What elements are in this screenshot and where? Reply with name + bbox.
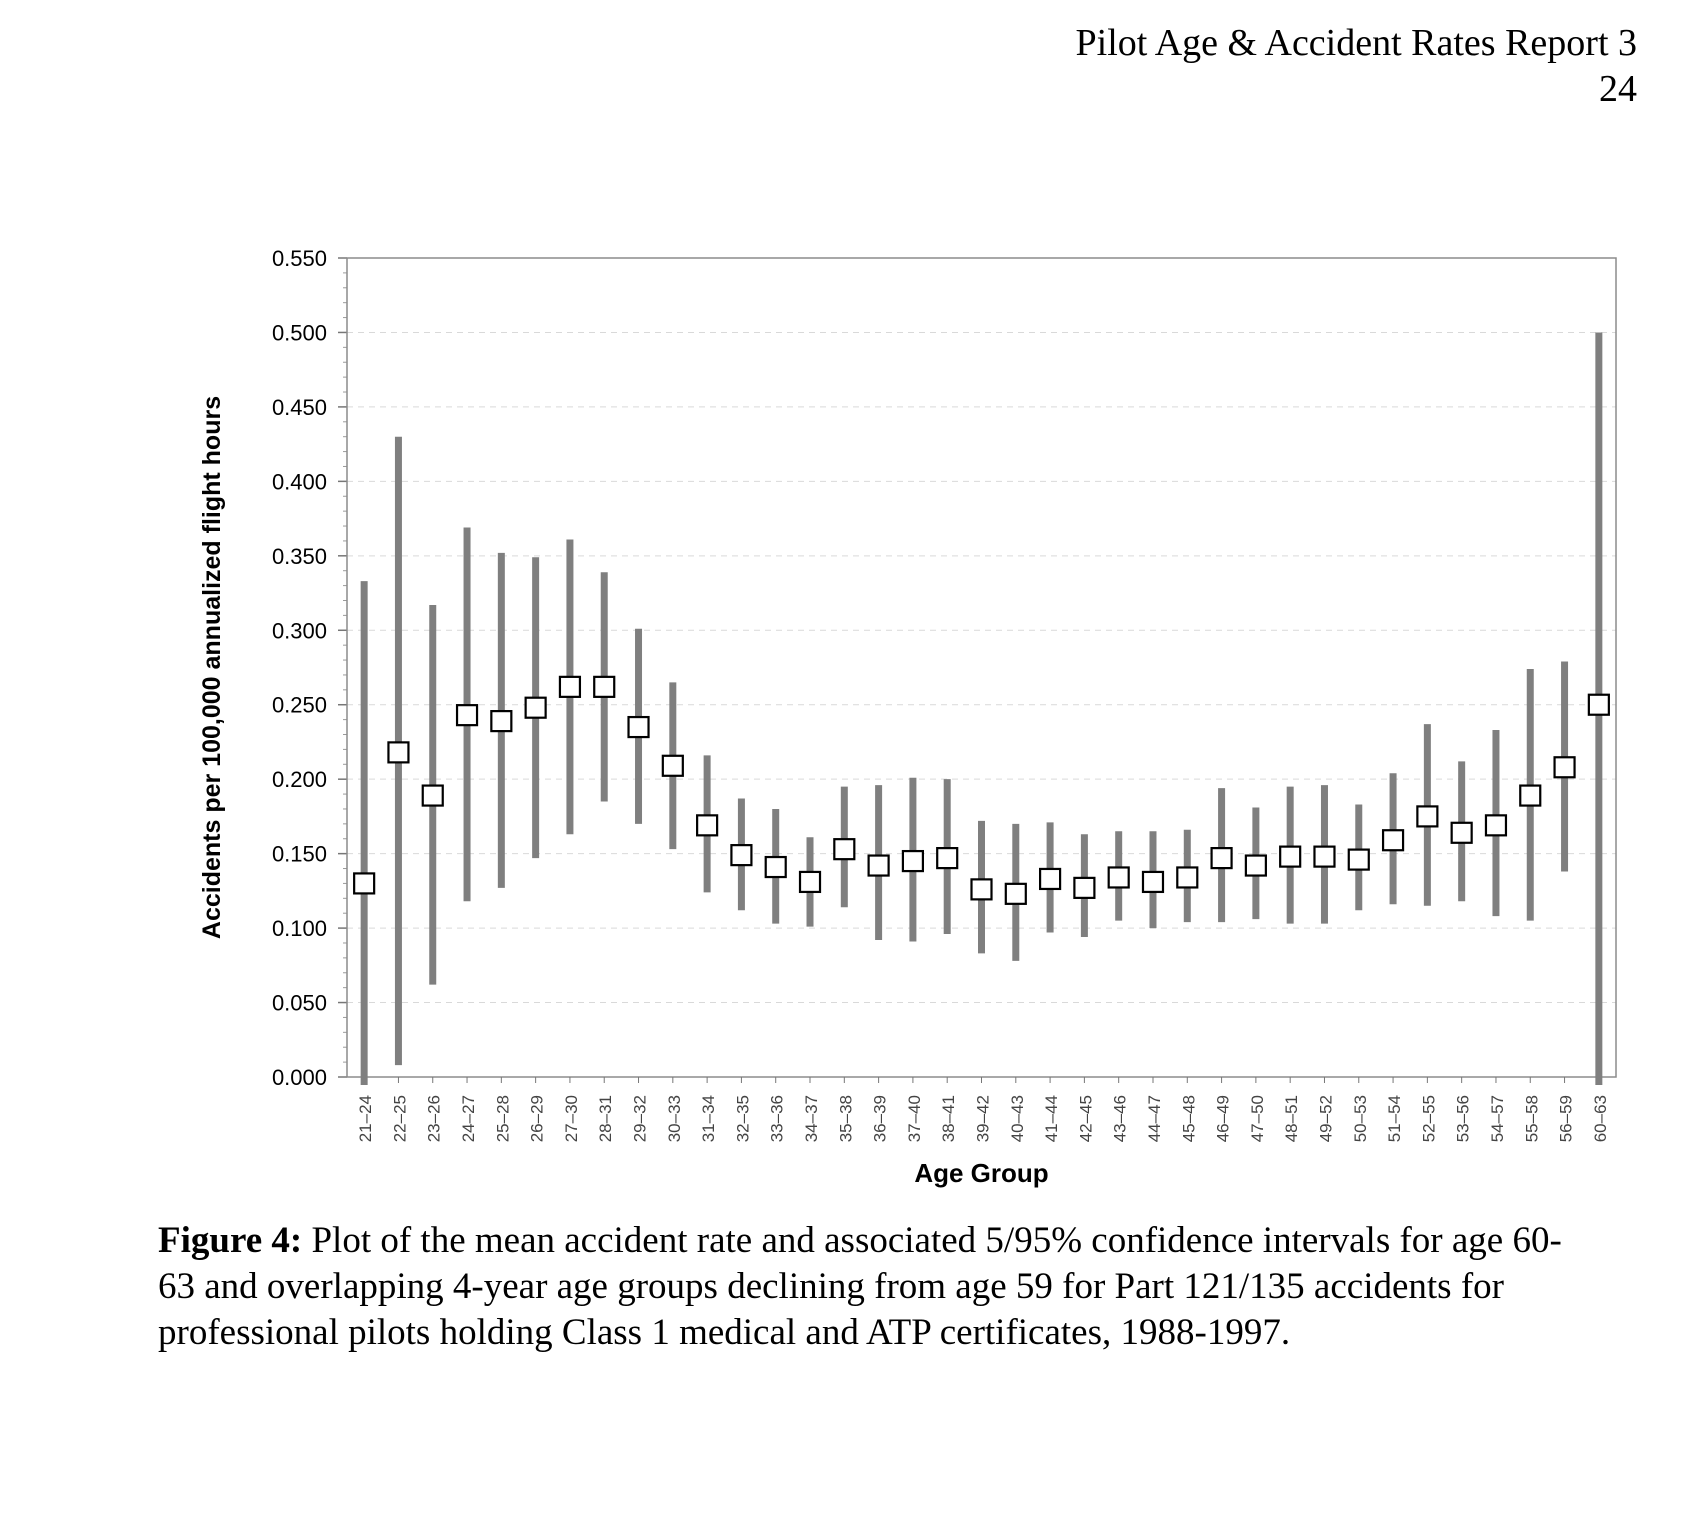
- mean-marker: [869, 856, 889, 876]
- x-tick-label: 39–42: [973, 1095, 993, 1143]
- x-tick-label: 40–43: [1007, 1095, 1027, 1143]
- mean-marker: [663, 756, 683, 776]
- mean-marker: [1040, 869, 1060, 889]
- x-tick-label: 28–31: [596, 1095, 616, 1143]
- x-tick-label: 21–24: [356, 1095, 376, 1143]
- x-tick-label: 44–47: [1144, 1095, 1164, 1143]
- mean-marker: [1143, 872, 1163, 892]
- mean-marker: [800, 872, 820, 892]
- mean-marker: [697, 815, 717, 835]
- mean-marker: [972, 879, 992, 899]
- mean-marker: [594, 677, 614, 697]
- mean-marker: [1520, 786, 1540, 806]
- x-tick-label: 34–37: [802, 1095, 822, 1143]
- mean-marker: [388, 742, 408, 762]
- x-tick-label: 25–28: [493, 1095, 513, 1143]
- y-tick-label: 0.400: [271, 469, 327, 495]
- x-tick-label: 23–26: [424, 1095, 444, 1143]
- x-tick-label: 36–39: [870, 1095, 890, 1143]
- x-tick-label: 50–53: [1350, 1095, 1370, 1143]
- mean-marker: [1383, 830, 1403, 850]
- y-tick-label: 0.500: [271, 320, 327, 346]
- mean-marker: [903, 851, 923, 871]
- mean-marker: [1417, 806, 1437, 826]
- mean-marker: [1555, 757, 1575, 777]
- y-tick-label: 0.200: [271, 767, 327, 793]
- mean-marker: [423, 786, 443, 806]
- x-tick-label: 31–34: [699, 1095, 719, 1143]
- x-tick-label: 35–38: [836, 1095, 856, 1143]
- x-tick-label: 22–25: [390, 1095, 410, 1143]
- x-tick-label: 26–29: [527, 1095, 547, 1143]
- mean-marker: [1349, 850, 1369, 870]
- mean-marker: [1074, 878, 1094, 898]
- x-tick-label: 46–49: [1213, 1095, 1233, 1143]
- mean-marker: [834, 839, 854, 859]
- mean-marker: [731, 845, 751, 865]
- x-tick-label: 30–33: [664, 1095, 684, 1143]
- mean-marker: [937, 848, 957, 868]
- x-tick-label: 49–52: [1316, 1095, 1336, 1143]
- x-tick-label: 56–59: [1556, 1095, 1576, 1143]
- x-tick-label: 33–36: [767, 1095, 787, 1143]
- x-tick-label: 24–27: [459, 1095, 479, 1143]
- y-tick-label: 0.350: [271, 543, 327, 569]
- y-tick-label: 0.000: [271, 1065, 327, 1090]
- x-tick-label: 38–41: [939, 1095, 959, 1143]
- x-tick-label: 42–45: [1076, 1095, 1096, 1143]
- mean-marker: [629, 717, 649, 737]
- x-tick-label: 37–40: [904, 1095, 924, 1143]
- x-tick-label: 43–46: [1110, 1095, 1130, 1143]
- x-tick-label: 27–30: [561, 1095, 581, 1143]
- y-tick-label: 0.150: [271, 841, 327, 867]
- figure-caption-text: Plot of the mean accident rate and associated 5/95% confidence intervals for age 60-63 and overlapping 4-year age groups declining from age 59 for Part 121/135 accidents for professional pilots holding Class 1 medical and ATP certificates, 1988-1997.: [158, 1220, 1562, 1353]
- x-tick-label: 45–48: [1179, 1095, 1199, 1143]
- x-tick-label: 41–44: [1042, 1095, 1062, 1143]
- x-tick-label: 51–54: [1385, 1095, 1405, 1143]
- mean-marker: [1589, 695, 1609, 715]
- y-axis-label: Accidents per 100,000 annualized flight hours: [198, 395, 226, 940]
- figure-caption: [158, 1218, 1598, 1356]
- mean-marker: [560, 677, 580, 697]
- x-tick-label: 52–55: [1419, 1095, 1439, 1143]
- mean-marker: [1246, 856, 1266, 876]
- mean-marker: [766, 857, 786, 877]
- x-axis-label: Age Group: [914, 1158, 1049, 1188]
- mean-marker: [1280, 847, 1300, 867]
- mean-marker: [1314, 847, 1334, 867]
- x-tick-label: 48–51: [1282, 1095, 1302, 1143]
- x-tick-label: 32–35: [733, 1095, 753, 1143]
- x-tick-label: 54–57: [1487, 1095, 1507, 1143]
- figure-label: Figure 4:: [158, 1220, 303, 1261]
- x-tick-label: 47–50: [1247, 1095, 1267, 1143]
- x-tick-label: 53–56: [1453, 1095, 1473, 1143]
- x-tick-label: 55–58: [1522, 1095, 1542, 1143]
- mean-marker: [354, 873, 374, 893]
- mean-marker: [1212, 848, 1232, 868]
- y-tick-label: 0.050: [271, 990, 327, 1016]
- y-tick-label: 0.100: [271, 916, 327, 942]
- y-tick-label: 0.250: [271, 692, 327, 718]
- x-tick-label: 29–32: [630, 1095, 650, 1143]
- page-number: 24: [1599, 68, 1637, 110]
- mean-marker: [1452, 823, 1472, 843]
- y-tick-label: 0.550: [271, 246, 327, 271]
- report-title: Pilot Age & Accident Rates Report 3: [1075, 22, 1637, 64]
- mean-marker: [526, 698, 546, 718]
- x-tick-label: 60–63: [1590, 1095, 1610, 1143]
- mean-marker: [1486, 815, 1506, 835]
- mean-marker: [457, 705, 477, 725]
- mean-marker: [1006, 884, 1026, 904]
- mean-marker: [491, 711, 511, 731]
- mean-marker: [1109, 867, 1129, 887]
- mean-marker: [1177, 867, 1197, 887]
- y-tick-label: 0.300: [271, 618, 327, 644]
- y-tick-label: 0.450: [271, 394, 327, 420]
